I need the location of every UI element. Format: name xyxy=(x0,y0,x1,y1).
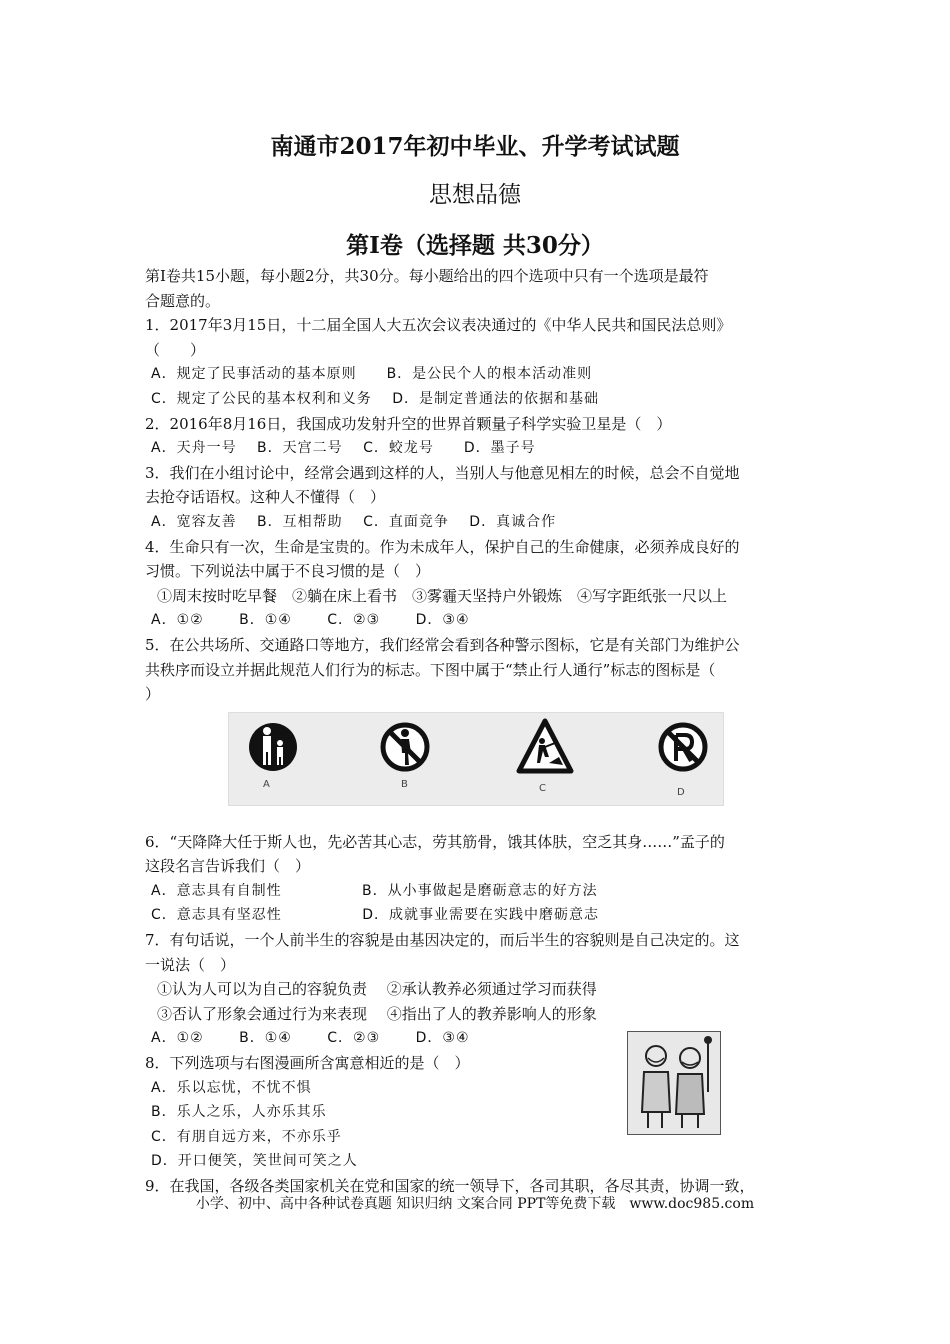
text-line: 1．2017年3月15日，十二届全国人大五次会议表决通过的《中华人民共和国民法总则》 xyxy=(145,316,732,335)
footer-promo-text: 小学、初中、高中各种试卷真题 知识归纳 文案合同 PPT等免费下载 www.doc985.com xyxy=(195,1196,755,1212)
no-pedestrian-icon xyxy=(375,713,435,783)
subject-title: 思想品德 xyxy=(429,182,521,208)
text-line: 9．在我国，各级各类国家机关在党和国家的统一领导下，各司其职，各尽其责，协调一致， xyxy=(145,1177,755,1195)
text-line: 8．下列选项与右图漫画所含寓意相近的是（ ） xyxy=(145,1054,470,1073)
text-line: ） xyxy=(145,685,161,704)
sign-label-b: B xyxy=(401,779,408,790)
road-work-warning-icon xyxy=(515,713,575,783)
part-title: 第Ⅰ卷（选择题 共30分） xyxy=(346,232,604,259)
text-line: ①周末按时吃早餐 ②躺在床上看书 ③雾霾天坚持户外锻炼 ④写字距纸张一尺以上 xyxy=(157,586,728,605)
text-line: 共秩序而设立并据此规范人们行为的标志。下图中属于“禁止行人通行”标志的图标是（ xyxy=(145,660,716,679)
text-line: ①认为人可以为自己的容貌负责 ②承认教养必须通过学习而获得 xyxy=(157,980,597,999)
text-line: （ ） xyxy=(145,340,206,359)
text-line: 4．生命只有一次，生命是宝贵的。作为未成年人，保护自己的生命健康，必须养成良好的 xyxy=(145,537,740,556)
text-line: 7．有句话说，一个人前半生的容貌是由基因决定的，而后半生的容貌则是自己决定的。这 xyxy=(145,931,740,950)
text-line: 第Ⅰ卷共15小题，每小题2分，共30分。每小题给出的四个选项中只有一个选项是最符 xyxy=(145,267,709,285)
text-line: 习惯。下列说法中属于不良习惯的是（ ） xyxy=(145,562,431,581)
no-parking-icon xyxy=(653,713,713,783)
text-line: 一说法（ ） xyxy=(145,955,236,974)
text-line: ③否认了形象会通过行为来表现 ④指出了人的教养影响人的形象 xyxy=(157,1004,597,1023)
text-line: 6．“天降降大任于斯人也，先必苦其心志，劳其筋骨，饿其体肤，空乏其身……”孟子的 xyxy=(145,832,725,851)
sign-label-d: D xyxy=(677,787,685,798)
text-line: A．意志具有自制性 B．从小事做起是磨砺意志的好方法 xyxy=(151,882,598,899)
text-line: 这段名言告诉我们（ ） xyxy=(145,857,311,876)
text-line: A．①② B．①④ C．②③ D．③④ xyxy=(151,1030,470,1047)
text-line: 5．在公共场所、交通路口等地方，我们经常会看到各种警示图标，它是有关部门为维护公 xyxy=(145,635,740,654)
text-line: 去抢夺话语权。这种人不懂得（ ） xyxy=(145,488,386,507)
warning-signs-figure xyxy=(228,712,724,806)
text-line: C．规定了公民的基本权利和义务 D．是制定普通法的依据和基础 xyxy=(151,390,600,407)
text-line: C．有朋自远方来，不亦乐乎 xyxy=(151,1128,342,1145)
text-line: A．宽容友善 B．互相帮助 C．直面竞争 D．真诚合作 xyxy=(151,513,557,530)
text-line: 合题意的。 xyxy=(145,291,221,310)
two-people-cartoon-icon xyxy=(627,1031,721,1135)
text-line: A．天舟一号 B．天宫二号 C．蛟龙号 D．墨子号 xyxy=(151,440,536,457)
text-line: D．开口便笑，笑世间可笑之人 xyxy=(151,1153,358,1170)
text-line: 3．我们在小组讨论中，经常会遇到这样的人，当别人与他意见相左的时候，总会不自觉地 xyxy=(145,463,740,482)
exam-title: 南通市2017年初中毕业、升学考试试题 xyxy=(270,133,680,160)
adult-child-walking-icon xyxy=(243,713,303,783)
text-line: A．①② B．①④ C．②③ D．③④ xyxy=(151,612,470,629)
text-line: A．规定了民事活动的基本原则 B．是公民个人的根本活动准则 xyxy=(151,366,593,383)
text-line: B．乐人之乐，人亦乐其乐 xyxy=(151,1104,327,1121)
sign-label-c: C xyxy=(539,783,546,794)
sign-label-a: A xyxy=(263,779,270,790)
text-line: A．乐以忘忧，不忧不惧 xyxy=(151,1079,312,1096)
text-line: 2．2016年8月16日，我国成功发射升空的世界首颗量子科学实验卫星是（ ） xyxy=(145,414,672,433)
text-line: C．意志具有坚忍性 D．成就事业需要在实践中磨砺意志 xyxy=(151,907,600,924)
